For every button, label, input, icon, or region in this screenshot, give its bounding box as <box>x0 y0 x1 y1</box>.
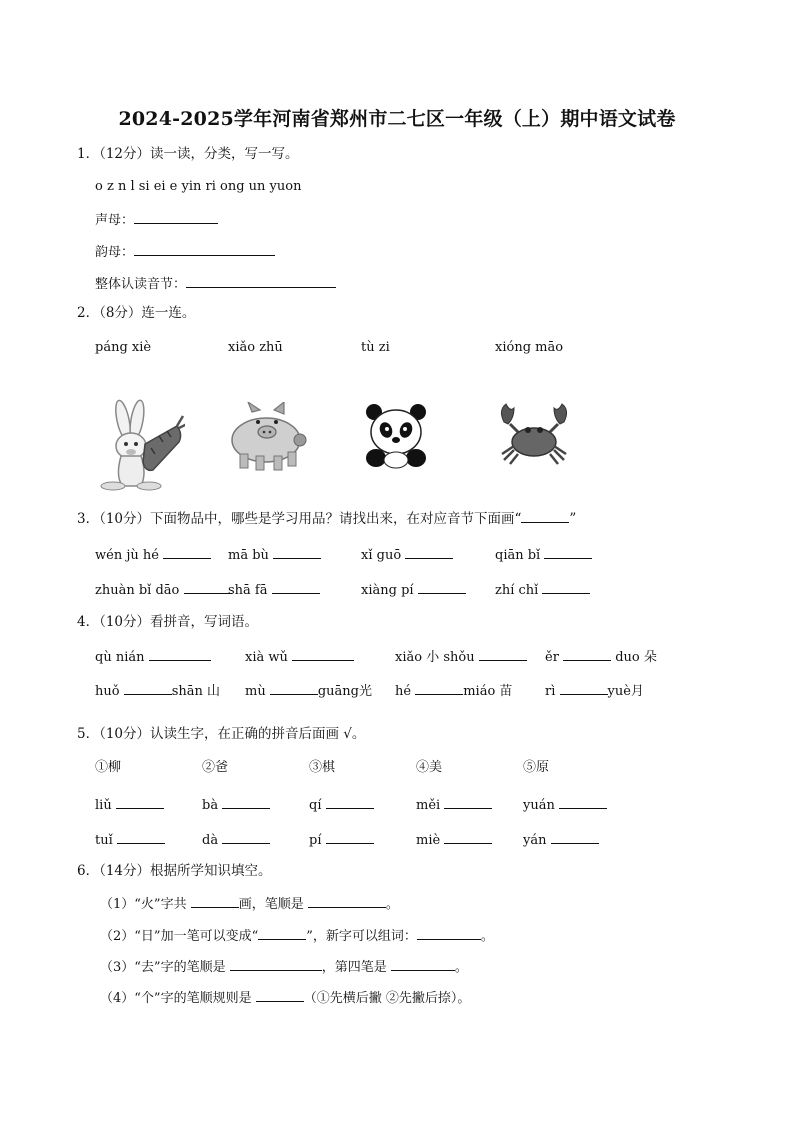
answer-blank[interactable] <box>326 831 374 844</box>
q1-row-label: 整体认读音节： <box>95 277 187 292</box>
q5-char: ①柳 <box>95 760 122 775</box>
q5-char: ④美 <box>416 760 443 775</box>
q4-heading: 4．（10分）看拼音，写词语。 <box>77 614 259 630</box>
q5-item <box>202 831 270 849</box>
q3-pinyin: qiān bǐ <box>495 548 541 563</box>
answer-blank[interactable] <box>124 682 172 695</box>
q6-heading: 6．（14分）根据所学知识填空。 <box>77 863 272 879</box>
q6-text: （3）“去”字的笔顺是 <box>100 960 226 975</box>
answer-blank[interactable] <box>270 682 318 695</box>
q4-item <box>245 648 354 666</box>
q4-pinyin: mù <box>245 684 266 699</box>
q3-item <box>95 546 211 564</box>
q4-pinyin: xiǎo 小 shǒu <box>395 650 475 665</box>
answer-blank[interactable] <box>308 895 386 908</box>
q6-text: 。 <box>480 929 494 944</box>
q6-item <box>100 989 470 1007</box>
answer-blank[interactable] <box>222 831 270 844</box>
q3-item <box>228 546 321 564</box>
q2-pinyin: páng xiè <box>95 340 152 355</box>
q1-heading: 1．（12分）读一读，分类，写一写。 <box>77 146 299 162</box>
q5-pinyin: bà <box>202 798 219 813</box>
answer-blank[interactable] <box>117 831 165 844</box>
answer-blank[interactable] <box>149 648 211 661</box>
answer-blank[interactable] <box>326 796 374 809</box>
answer-blank[interactable] <box>542 581 590 594</box>
q5-pinyin: yuán <box>523 798 555 813</box>
answer-blank[interactable] <box>116 796 164 809</box>
answer-blank[interactable] <box>444 831 492 844</box>
q5-item <box>95 796 164 814</box>
q4-item <box>395 682 512 700</box>
q5-item <box>309 831 374 849</box>
answer-blank[interactable] <box>479 648 527 661</box>
q6-text: 。 <box>385 897 399 912</box>
q6-text: ，第四笔是 <box>321 960 387 975</box>
q5-char: ②爸 <box>202 760 229 775</box>
q4-item <box>95 648 211 666</box>
q3-pinyin: wén jù hé <box>95 548 159 563</box>
q1-row-zhengti <box>95 275 336 293</box>
q3-item <box>495 546 592 564</box>
q6-item <box>100 927 494 945</box>
q4-pinyin: yuè月 <box>607 684 644 699</box>
answer-blank[interactable] <box>551 831 599 844</box>
answer-blank[interactable] <box>415 682 463 695</box>
q6-text: （2）“日”加一笔可以变成“ <box>100 929 259 944</box>
q5-heading: 5．（10分）认读生字，在正确的拼音后面画 √。 <box>77 726 366 742</box>
panda-icon <box>362 402 430 470</box>
answer-blank[interactable] <box>544 546 592 559</box>
answer-blank[interactable] <box>417 927 481 940</box>
answer-blank[interactable] <box>186 275 336 288</box>
q4-pinyin: qù nián <box>95 650 145 665</box>
q5-pinyin: liǔ <box>95 798 112 813</box>
answer-blank[interactable] <box>134 211 218 224</box>
q5-pinyin: yán <box>523 833 547 848</box>
answer-blank[interactable] <box>258 927 306 940</box>
q4-pinyin: duo 朵 <box>615 650 657 665</box>
q4-pinyin: shān 山 <box>171 684 221 699</box>
q3-item <box>361 546 453 564</box>
page-title: 2024-2025学年河南省郑州市二七区一年级（上）期中语文试卷 <box>118 108 676 130</box>
q1-letters: o z n l si ei e yin ri ong un yuon <box>95 179 302 194</box>
q3-item <box>95 581 232 599</box>
q6-item <box>100 895 399 913</box>
q5-item <box>523 796 607 814</box>
q3-pinyin: mā bù <box>228 548 269 563</box>
pig-icon <box>226 402 310 472</box>
answer-blank[interactable] <box>163 546 211 559</box>
q4-item <box>545 648 657 666</box>
q1-row-label: 声母： <box>95 213 135 228</box>
q6-item <box>100 958 468 976</box>
q6-text: （①先横后撇 ②先撇后捺）。 <box>303 991 471 1006</box>
q5-item <box>309 796 374 814</box>
q6-text: ”，新字可以组词： <box>306 929 417 944</box>
q3-heading <box>77 510 576 527</box>
q5-pinyin: qí <box>309 798 322 813</box>
q4-pinyin: ěr <box>545 650 559 665</box>
answer-blank[interactable] <box>222 796 270 809</box>
q3-item <box>495 581 590 599</box>
q5-pinyin: tuǐ <box>95 833 113 848</box>
q6-text: 。 <box>454 960 468 975</box>
q6-text: 画，笔顺是 <box>238 897 304 912</box>
q5-item <box>416 831 492 849</box>
q3-pinyin: xǐ guō <box>361 548 402 563</box>
answer-blank[interactable] <box>559 796 607 809</box>
q4-pinyin: huǒ <box>95 684 120 699</box>
q4-item <box>245 682 372 700</box>
q5-item <box>523 831 599 849</box>
answer-blank[interactable] <box>418 581 466 594</box>
q4-pinyin: xià wǔ <box>245 650 288 665</box>
q4-item <box>395 648 527 666</box>
answer-blank[interactable] <box>444 796 492 809</box>
q3-pinyin: shā fā <box>228 583 268 598</box>
q2-heading: 2．（8分）连一连。 <box>77 305 196 321</box>
answer-blank[interactable] <box>292 648 354 661</box>
q1-row-yunmu <box>95 243 275 261</box>
q3-heading-end: ” <box>569 511 577 527</box>
q2-pinyin: xióng māo <box>495 340 564 355</box>
answer-blank[interactable] <box>405 546 453 559</box>
answer-blank[interactable] <box>391 958 455 971</box>
q4-pinyin: hé <box>395 684 412 699</box>
q2-pinyin: tù zi <box>361 340 390 355</box>
q4-pinyin: rì <box>545 684 556 699</box>
q5-char: ⑤原 <box>523 760 550 775</box>
q3-item <box>361 581 466 599</box>
q3-heading-text: 3．（10分）下面物品中，哪些是学习用品？请找出来，在对应音节下面画“ <box>77 511 522 527</box>
q5-item <box>416 796 492 814</box>
q1-row-shengmu <box>95 211 218 229</box>
q5-pinyin: pí <box>309 833 322 848</box>
q1-row-label: 韵母： <box>95 245 135 260</box>
q5-pinyin: měi <box>416 798 441 813</box>
q3-pinyin: zhuàn bǐ dāo <box>95 583 180 598</box>
rabbit-icon <box>93 398 185 492</box>
answer-blank[interactable] <box>184 581 232 594</box>
q5-pinyin: miè <box>416 833 441 848</box>
q5-item <box>202 796 270 814</box>
q4-item <box>545 682 644 700</box>
q3-pinyin: xiàng pí <box>361 583 414 598</box>
crab-icon <box>496 402 572 466</box>
q5-pinyin: dà <box>202 833 219 848</box>
answer-blank[interactable] <box>273 546 321 559</box>
q2-pinyin: xiǎo zhū <box>228 340 283 355</box>
answer-blank[interactable] <box>256 989 304 1002</box>
q3-item <box>228 581 320 599</box>
answer-blank[interactable] <box>230 958 322 971</box>
answer-blank[interactable] <box>560 682 608 695</box>
q3-pinyin: zhí chǐ <box>495 583 539 598</box>
answer-blank[interactable] <box>563 648 611 661</box>
answer-blank[interactable] <box>272 581 320 594</box>
q5-item <box>95 831 165 849</box>
q5-char: ③棋 <box>309 760 336 775</box>
q4-pinyin: miáo 苗 <box>463 684 513 699</box>
q4-pinyin: guāng光 <box>317 684 372 699</box>
q6-text: （1）“火”字共 <box>100 897 187 912</box>
q6-text: （4）“个”字的笔顺规则是 <box>100 991 252 1006</box>
answer-blank[interactable] <box>191 895 239 908</box>
q4-item <box>95 682 220 700</box>
answer-blank[interactable] <box>134 243 275 256</box>
answer-blank <box>521 510 569 523</box>
